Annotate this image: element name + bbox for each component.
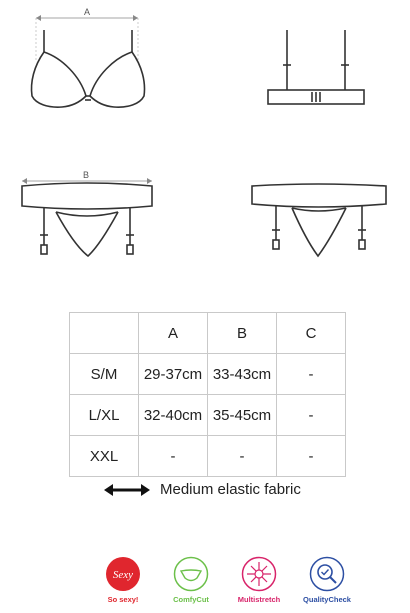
dim-a-label: A (84, 7, 91, 17)
table-header-row (70, 313, 346, 354)
table-cell: - (277, 354, 346, 395)
table-row (70, 395, 346, 436)
table-cell: 35-45cm (208, 395, 277, 436)
table-row (70, 436, 346, 477)
size-table (69, 312, 346, 477)
badge-label: QualityCheck (303, 595, 351, 604)
table-cell: - (277, 395, 346, 436)
feature-badges (100, 556, 350, 604)
table-cell: XXL (70, 436, 139, 477)
multistretch-icon (241, 556, 277, 592)
comfycut-icon (173, 556, 209, 592)
qualitycheck-icon (309, 556, 345, 592)
double-arrow-icon (104, 484, 150, 496)
table-header-cell: A (139, 313, 208, 354)
badge-comfycut (168, 556, 214, 604)
dimension-a (36, 7, 138, 60)
badge-label: Multistretch (237, 595, 281, 604)
badge-label: So sexy! (107, 595, 139, 604)
so-sexy-icon-text: Sexy (112, 569, 134, 581)
bra-front (32, 30, 145, 107)
garter-front (22, 183, 152, 256)
dimension-b (22, 170, 152, 184)
badge-multistretch (236, 556, 282, 604)
table-cell: - (139, 436, 208, 477)
so-sexy-icon (105, 556, 141, 592)
table-row (70, 354, 346, 395)
table-header-cell: B (208, 313, 277, 354)
table-header-cell: C (277, 313, 346, 354)
table-cell: 32-40cm (139, 395, 208, 436)
table-cell: L/XL (70, 395, 139, 436)
badge-so-sexy (100, 556, 146, 604)
table-cell: 29-37cm (139, 354, 208, 395)
fabric-note (104, 481, 301, 498)
table-cell: - (208, 436, 277, 477)
table-cell: S/M (70, 354, 139, 395)
garter-back (252, 184, 386, 256)
badge-label: ComfyCut (173, 595, 209, 604)
dim-b-label: B (83, 170, 90, 180)
fabric-label: Medium elastic fabric (160, 481, 301, 498)
table-header-cell (70, 313, 139, 354)
badge-qualitycheck (304, 556, 350, 604)
table-cell: - (277, 436, 346, 477)
bra-back (268, 30, 364, 104)
table-cell: 33-43cm (208, 354, 277, 395)
product-diagram (0, 0, 410, 300)
